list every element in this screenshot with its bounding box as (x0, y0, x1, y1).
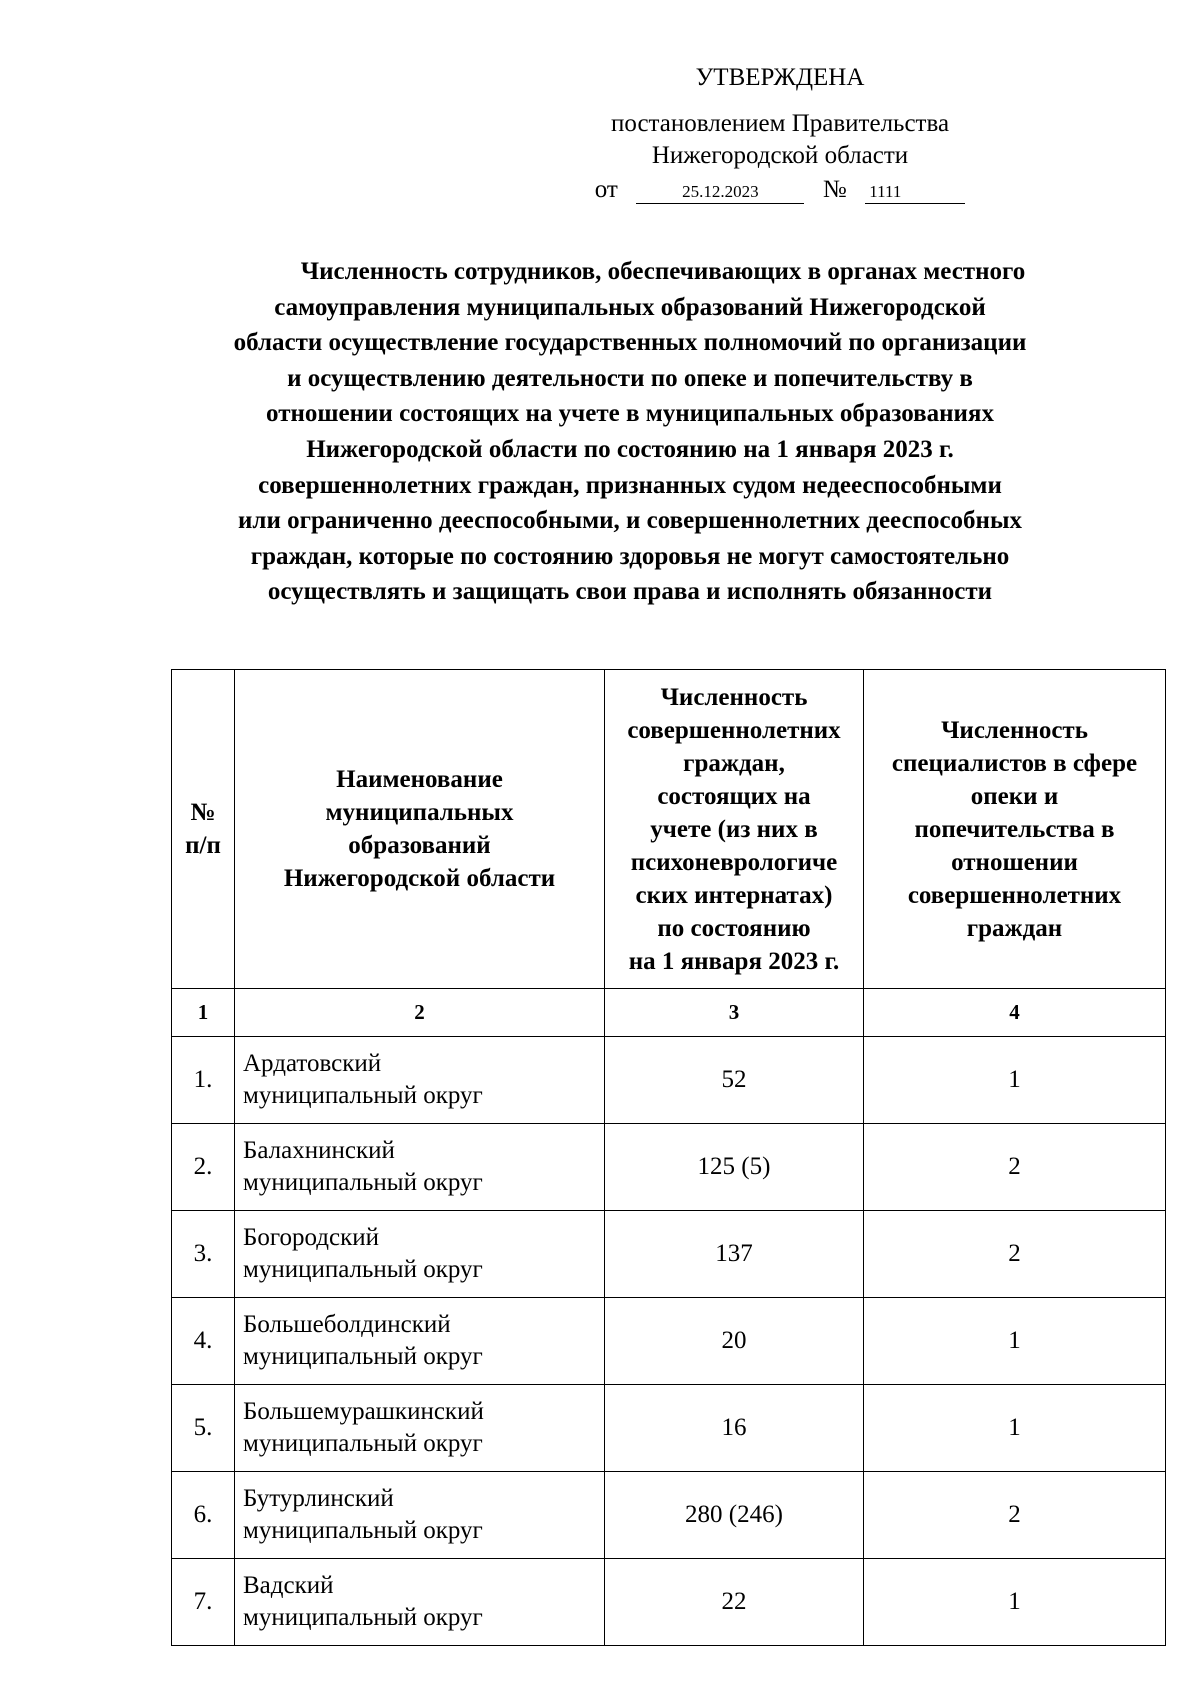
citizens-count: 280 (246) (605, 1472, 864, 1559)
citizens-count: 16 (605, 1385, 864, 1472)
approval-number: 1111 (865, 181, 965, 204)
row-number: 4. (172, 1298, 235, 1385)
municipalities-table (171, 669, 1166, 1646)
citizens-count: 125 (5) (605, 1124, 864, 1211)
table-row (172, 1559, 1166, 1646)
column-number-row (172, 989, 1166, 1037)
table-row (172, 1211, 1166, 1298)
table-row (172, 1385, 1166, 1472)
specialists-count: 2 (864, 1211, 1166, 1298)
municipality-name: Бутурлинский муниципальный округ (235, 1472, 605, 1559)
municipality-name: Большеболдинский муниципальный округ (235, 1298, 605, 1385)
title-line: Нижегородской области по состоянию на 1 января 2023 г. (306, 435, 954, 463)
specialists-count: 1 (864, 1037, 1166, 1124)
approval-date: 25.12.2023 (636, 181, 804, 204)
column-number: 3 (605, 989, 864, 1037)
specialists-count: 2 (864, 1472, 1166, 1559)
column-number: 1 (172, 989, 235, 1037)
row-number: 5. (172, 1385, 235, 1472)
column-number: 2 (235, 989, 605, 1037)
citizens-count: 137 (605, 1211, 864, 1298)
title-line: самоуправления муниципальных образований Нижегородской (274, 293, 986, 321)
municipality-name: Вадский муниципальный округ (235, 1559, 605, 1646)
title-line: и осуществлению деятельности по опеке и попечительству в (287, 364, 973, 392)
municipality-name: Большемурашкинский муниципальный округ (235, 1385, 605, 1472)
specialists-count: 2 (864, 1124, 1166, 1211)
title-line: отношении состоящих на учете в муниципальных образованиях (266, 400, 994, 428)
approved-label: УТВЕРЖДЕНА (695, 64, 865, 91)
citizens-count: 22 (605, 1559, 864, 1646)
title-line: Численность сотрудников, обеспечивающих в органах местного (300, 258, 1026, 285)
table-row (172, 1037, 1166, 1124)
title-line: совершеннолетних граждан, признанных судом недееспособными (258, 471, 1002, 499)
title-line: или ограниченно дееспособными, и совершеннолетних дееспособных (238, 507, 1022, 535)
row-number: 3. (172, 1211, 235, 1298)
from-label: от (594, 176, 618, 203)
header-specialists-count: Численность специалистов в сфере опеки и попечительства в отношении совершеннолетних граждан (864, 670, 1166, 989)
municipality-name: Балахнинский муниципальный округ (235, 1124, 605, 1211)
specialists-count: 1 (864, 1559, 1166, 1646)
row-number: 1. (172, 1037, 235, 1124)
municipality-name: Богородский муниципальный округ (235, 1211, 605, 1298)
approval-line-2: Нижегородской области (651, 142, 909, 169)
table-header-row (172, 670, 1166, 989)
column-number: 4 (864, 989, 1166, 1037)
header-citizens-count: Численность совершеннолетних граждан, состоящих на учете (из них в психоневрологиче ских интернатах) по состоянию на 1 января 2023 г. (605, 670, 864, 989)
specialists-count: 1 (864, 1298, 1166, 1385)
approval-line-1: постановлением Правительства (610, 110, 950, 137)
number-label: № (822, 176, 847, 203)
citizens-count: 52 (605, 1037, 864, 1124)
table-row (172, 1472, 1166, 1559)
header-number: № п/п (172, 670, 235, 989)
approval-stamp (560, 62, 1000, 206)
header-municipality-name: Наименование муниципальных образований Нижегородской области (235, 670, 605, 989)
row-number: 7. (172, 1559, 235, 1646)
document-title (160, 254, 1100, 610)
table-row (172, 1124, 1166, 1211)
title-line: области осуществление государственных полномочий по организации (233, 329, 1027, 357)
citizens-count: 20 (605, 1298, 864, 1385)
specialists-count: 1 (864, 1385, 1166, 1472)
row-number: 6. (172, 1472, 235, 1559)
title-line: осуществлять и защищать свои права и исполнять обязанности (267, 578, 993, 606)
title-line: граждан, которые по состоянию здоровья не могут самостоятельно (250, 542, 1010, 570)
table-row (172, 1298, 1166, 1385)
municipality-name: Ардатовский муниципальный округ (235, 1037, 605, 1124)
approval-date-line (560, 174, 1000, 206)
row-number: 2. (172, 1124, 235, 1211)
